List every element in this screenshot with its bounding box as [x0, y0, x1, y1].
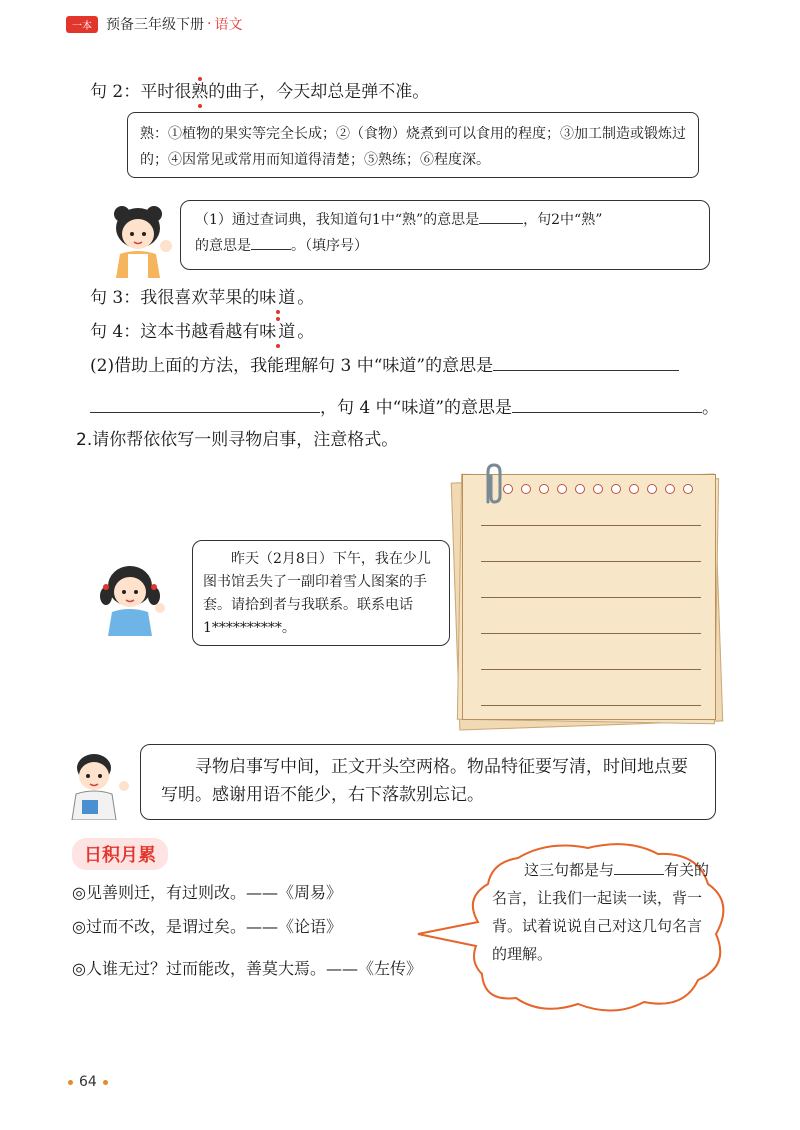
question-1-text-d: 。（填序号） [291, 238, 368, 254]
binder-hole [665, 484, 675, 494]
sentence-4-suffix: 。 [297, 322, 315, 342]
lost-item-story-text: 昨天（2月8日）下午，我在少儿图书馆丢失了一副印着雪人图案的手套。请拾到者与我联系。联系电话1**********。 [203, 551, 431, 636]
paper-clip-icon [480, 462, 506, 508]
girl-avatar [104, 198, 174, 278]
ruled-line [481, 597, 701, 598]
question-1-text-b: ，句2中“熟” [523, 212, 603, 228]
question-2-end: 。 [702, 398, 720, 418]
format-tip-bubble [140, 744, 716, 820]
quote-item: ◎见善则迁，有过则改。——《周易》 [72, 883, 342, 902]
section-2-heading: 2.请你帮依依写一则寻物启事，注意格式。 [76, 430, 399, 450]
answer-blank-sentence-1[interactable] [479, 223, 523, 224]
sentence-2-suffix: 的曲子，今天却总是弹不准。 [208, 82, 430, 102]
binder-hole [629, 484, 639, 494]
sentence-2 [90, 80, 429, 104]
question-2-line-1 [90, 354, 679, 378]
ruled-line [481, 561, 701, 562]
sentence-2-prefix: 句 2：平时很 [90, 82, 192, 102]
subject-label: 语文 [214, 17, 243, 33]
sentence-3 [90, 286, 314, 310]
question-2-text-b: ，句 4 中“味道”的意思是 [320, 398, 513, 418]
question-1-text-a: （1）通过查词典，我知道句1中“熟”的意思是 [195, 212, 480, 228]
boy-avatar [60, 748, 136, 820]
cloud-text-a: 这三句都是与 [524, 861, 615, 879]
question-1-text-c: 的意思是 [195, 238, 251, 254]
ruled-line [481, 525, 701, 526]
sentence-4-marked-word: 味道 [259, 322, 298, 342]
binder-hole [575, 484, 585, 494]
sentence-3-suffix: 。 [297, 288, 315, 308]
binder-hole [611, 484, 621, 494]
definition-text: 熟：①植物的果实等完全长成；②（食物）烧煮到可以食用的程度；③加工制造或锻炼过的；④因常见或常用而知道得清楚；⑤熟练；⑥程度深。 [140, 126, 686, 168]
book-title: 预备三年级下册 [106, 17, 204, 33]
sentence-4-prefix: 句 4：这本书越看越有 [90, 322, 260, 342]
binder-hole [539, 484, 549, 494]
binder-hole [593, 484, 603, 494]
question-1-bubble [180, 200, 710, 270]
lost-item-story-bubble [192, 540, 450, 646]
footer-dot [103, 1080, 108, 1085]
question-2-text-a: (2)借助上面的方法，我能理解句 3 中“味道”的意思是 [90, 356, 494, 376]
cloud-text-b: 有关的名言，让我们一起读一读，背一背。试着说说自己对这几句名言的理解。 [492, 861, 710, 963]
binder-hole [683, 484, 693, 494]
ruled-line [481, 633, 701, 634]
notebook-writing-area[interactable] [462, 474, 716, 720]
dictionary-definition-box [127, 112, 699, 178]
page-number: 64 [79, 1074, 97, 1090]
title-separator: · [207, 16, 212, 32]
sentence-4 [90, 320, 314, 344]
quote-item: ◎过而不改，是谓过矣。——《论语》 [72, 917, 342, 936]
series-badge: 一本 [66, 16, 98, 33]
binder-hole [647, 484, 657, 494]
answer-blank-sentence-3-cont[interactable] [90, 392, 320, 413]
answer-blank-sentence-3[interactable] [493, 370, 679, 371]
answer-blank-theme[interactable] [614, 874, 664, 875]
format-tip-text: 寻物启事写中间，正文开头空两格。物品特征要写清，时间地点要写明。感谢用语不能少，右下落款别忘记。 [161, 757, 688, 805]
page-footer [62, 1074, 114, 1090]
sentence-2-marked-word: 熟 [191, 82, 209, 102]
ruled-line [481, 705, 701, 706]
sentence-3-marked-word: 味道 [259, 288, 298, 308]
footer-dot [68, 1080, 73, 1085]
sentence-3-prefix: 句 3：我很喜欢苹果的 [90, 288, 260, 308]
ruled-line [481, 669, 701, 670]
answer-blank-sentence-4[interactable] [512, 412, 702, 413]
binder-hole [557, 484, 567, 494]
page-header [66, 14, 242, 34]
thought-cloud-text [492, 856, 714, 968]
binder-hole [521, 484, 531, 494]
girl-avatar-2 [94, 560, 170, 636]
accumulation-tag: 日积月累 [72, 838, 168, 870]
question-2-line-2 [90, 392, 719, 420]
quote-item: ◎人谁无过？过而能改，善莫大焉。——《左传》 [72, 959, 422, 978]
answer-blank-sentence-2[interactable] [251, 249, 291, 250]
